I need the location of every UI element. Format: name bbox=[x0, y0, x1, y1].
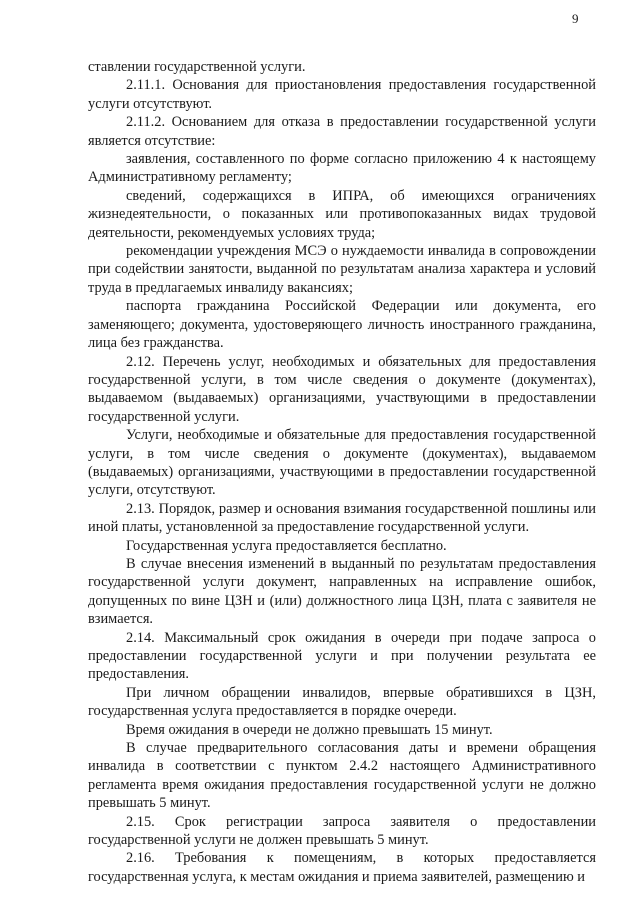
paragraph: 2.11.1. Основания для приостановления предоставления государственной услуги отсутствуют. bbox=[88, 77, 596, 112]
section-heading: 2.13. Порядок, размер и основания взимания государственной пошлины или иной платы, установленной за предоставление государственной услуги. bbox=[88, 500, 596, 536]
paragraph: В случае предварительного согласования даты и времени обращения инвалида в соответствии с пунктом 2.4.2 настоящего Административного регламента время ожидания предоставления государственной услуги не должно превышать 5 минут. bbox=[88, 740, 596, 812]
section-heading: 2.12. Перечень услуг, необходимых и обязательных для предоставления государственной услуги, в том числе сведения о документе (документах), выдаваемом (выдаваемых) организациями, участвующими в предоставлении государственной услуги. bbox=[88, 353, 596, 425]
paragraph: Услуги, необходимые и обязательные для предоставления государственной услуги, в том числе сведения о документе (документах), выдаваемом (выдаваемых) организациями, участвующими в предоставлении государственной услуги, отсутствуют. bbox=[88, 427, 596, 499]
paragraph: ставлении государственной услуги. bbox=[88, 59, 306, 75]
paragraph: рекомендации учреждения МСЭ о нуждаемости инвалида в сопровождении при содействии занятости, выданной по результатам анализа характера и условий труда в предлагаемых инвалиду вакансиях; bbox=[88, 243, 596, 296]
paragraph: сведений, содержащихся в ИПРА, об имеющихся ограничениях жизнедеятельности, о показанных или противопоказанных видах трудовой деятельности, рекомендуемых условиях труда; bbox=[88, 187, 596, 241]
document-body bbox=[88, 58, 596, 886]
page-number: 9 bbox=[572, 11, 579, 26]
section-heading: 2.15. Срок регистрации запроса заявителя о предоставлении государственной услуги не должен превышать 5 минут. bbox=[88, 813, 596, 849]
paragraph: При личном обращении инвалидов, впервые обратившихся в ЦЗН, государственная услуга предоставляется в порядке очереди. bbox=[88, 684, 596, 720]
paragraph: Государственная услуга предоставляется бесплатно. bbox=[126, 537, 447, 554]
paragraph: Время ожидания в очереди не должно превышать 15 минут. bbox=[126, 721, 493, 738]
paragraph: заявления, составленного по форме согласно приложению 4 к настоящему Административному регламенту; bbox=[88, 151, 596, 186]
section-heading: 2.16. Требования к помещениям, в которых предоставляется государственная услуга, к местам ожидания и приема заявителей, размещению и bbox=[88, 850, 596, 885]
paragraph: паспорта гражданина Российской Федерации или документа, его заменяющего; документа, удостоверяющего личность иностранного гражданина, лица без гражданства. bbox=[88, 298, 596, 352]
paragraph: В случае внесения изменений в выданный по результатам предоставления государственной услуги документ, направленных на исправление ошибок, допущенных по вине ЦЗН и (или) должностного лица ЦЗН, плата с заявителя не взимается. bbox=[88, 555, 596, 628]
section-heading: 2.14. Максимальный срок ожидания в очереди при подаче запроса о предоставлении государственной услуги и при получении результата ее предоставления. bbox=[88, 629, 596, 683]
paragraph: 2.11.2. Основанием для отказа в предоставлении государственной услуги является отсутствие: bbox=[88, 114, 596, 149]
